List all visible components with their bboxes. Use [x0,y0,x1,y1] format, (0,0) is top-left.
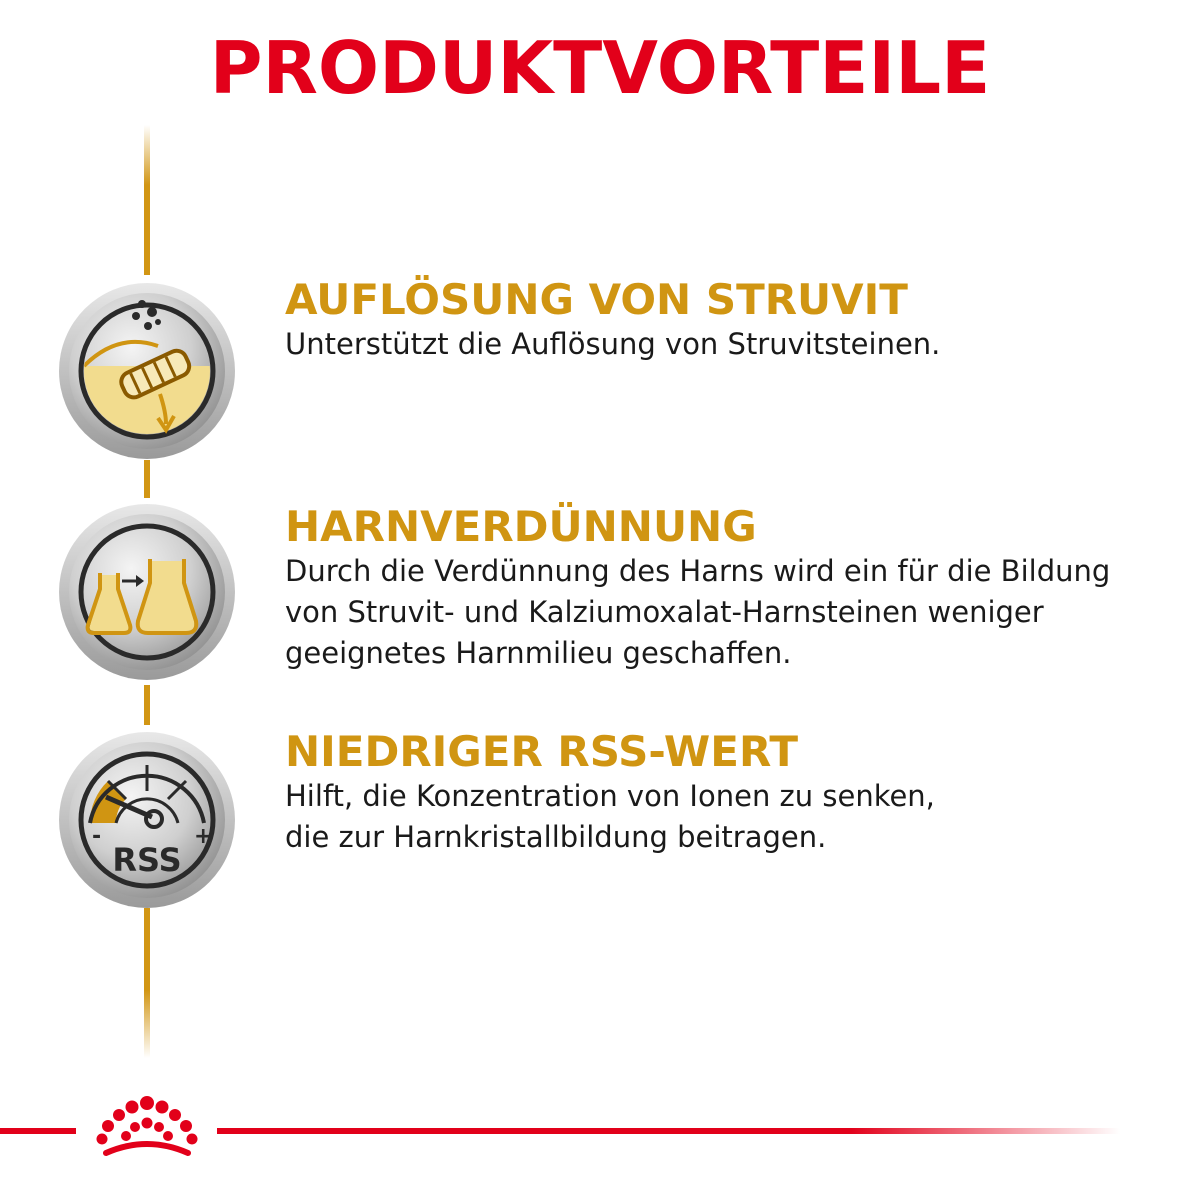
footer-divider-right [217,1128,1120,1134]
urine-dilution-icon [58,503,236,681]
struvite-dissolution-icon [58,282,236,460]
benefit-title: HARNVERDÜNNUNG [285,502,757,551]
benefit-text-line: die zur Harnkristallbildung beitragen. [285,820,827,854]
benefit-text-line: Unterstützt die Auflösung von Struvitsteinen. [285,327,941,361]
benefit-text-line: geeignetes Harnmilieu geschaffen. [285,636,792,670]
rss-gauge-icon [58,731,236,909]
benefit-struvite-dissolution [285,276,1185,365]
rss-minus-label: - [92,824,102,849]
page-title: PRODUKTVORTEILE [209,26,991,110]
benefit-text-line: Durch die Verdünnung des Harns wird ein für die Bildung [285,554,1111,588]
footer-divider-left [0,1128,76,1134]
benefit-low-rss [285,728,1185,858]
timeline-line-top [144,125,150,275]
royal-canin-crown-logo [82,1095,212,1165]
benefit-text-line: von Struvit- und Kalziumoxalat-Harnsteinen weniger [285,595,1044,629]
rss-label: RSS [112,841,182,879]
benefit-title: NIEDRIGER RSS-WERT [285,727,799,776]
timeline-line-segment [144,460,150,498]
benefit-title: AUFLÖSUNG VON STRUVIT [285,275,908,324]
benefit-text-line: Hilft, die Konzentration von Ionen zu senken, [285,779,935,813]
rss-plus-label: + [194,824,213,849]
benefit-urine-dilution [285,503,1185,674]
timeline-line-bottom [144,908,150,1058]
timeline-line-segment [144,685,150,725]
